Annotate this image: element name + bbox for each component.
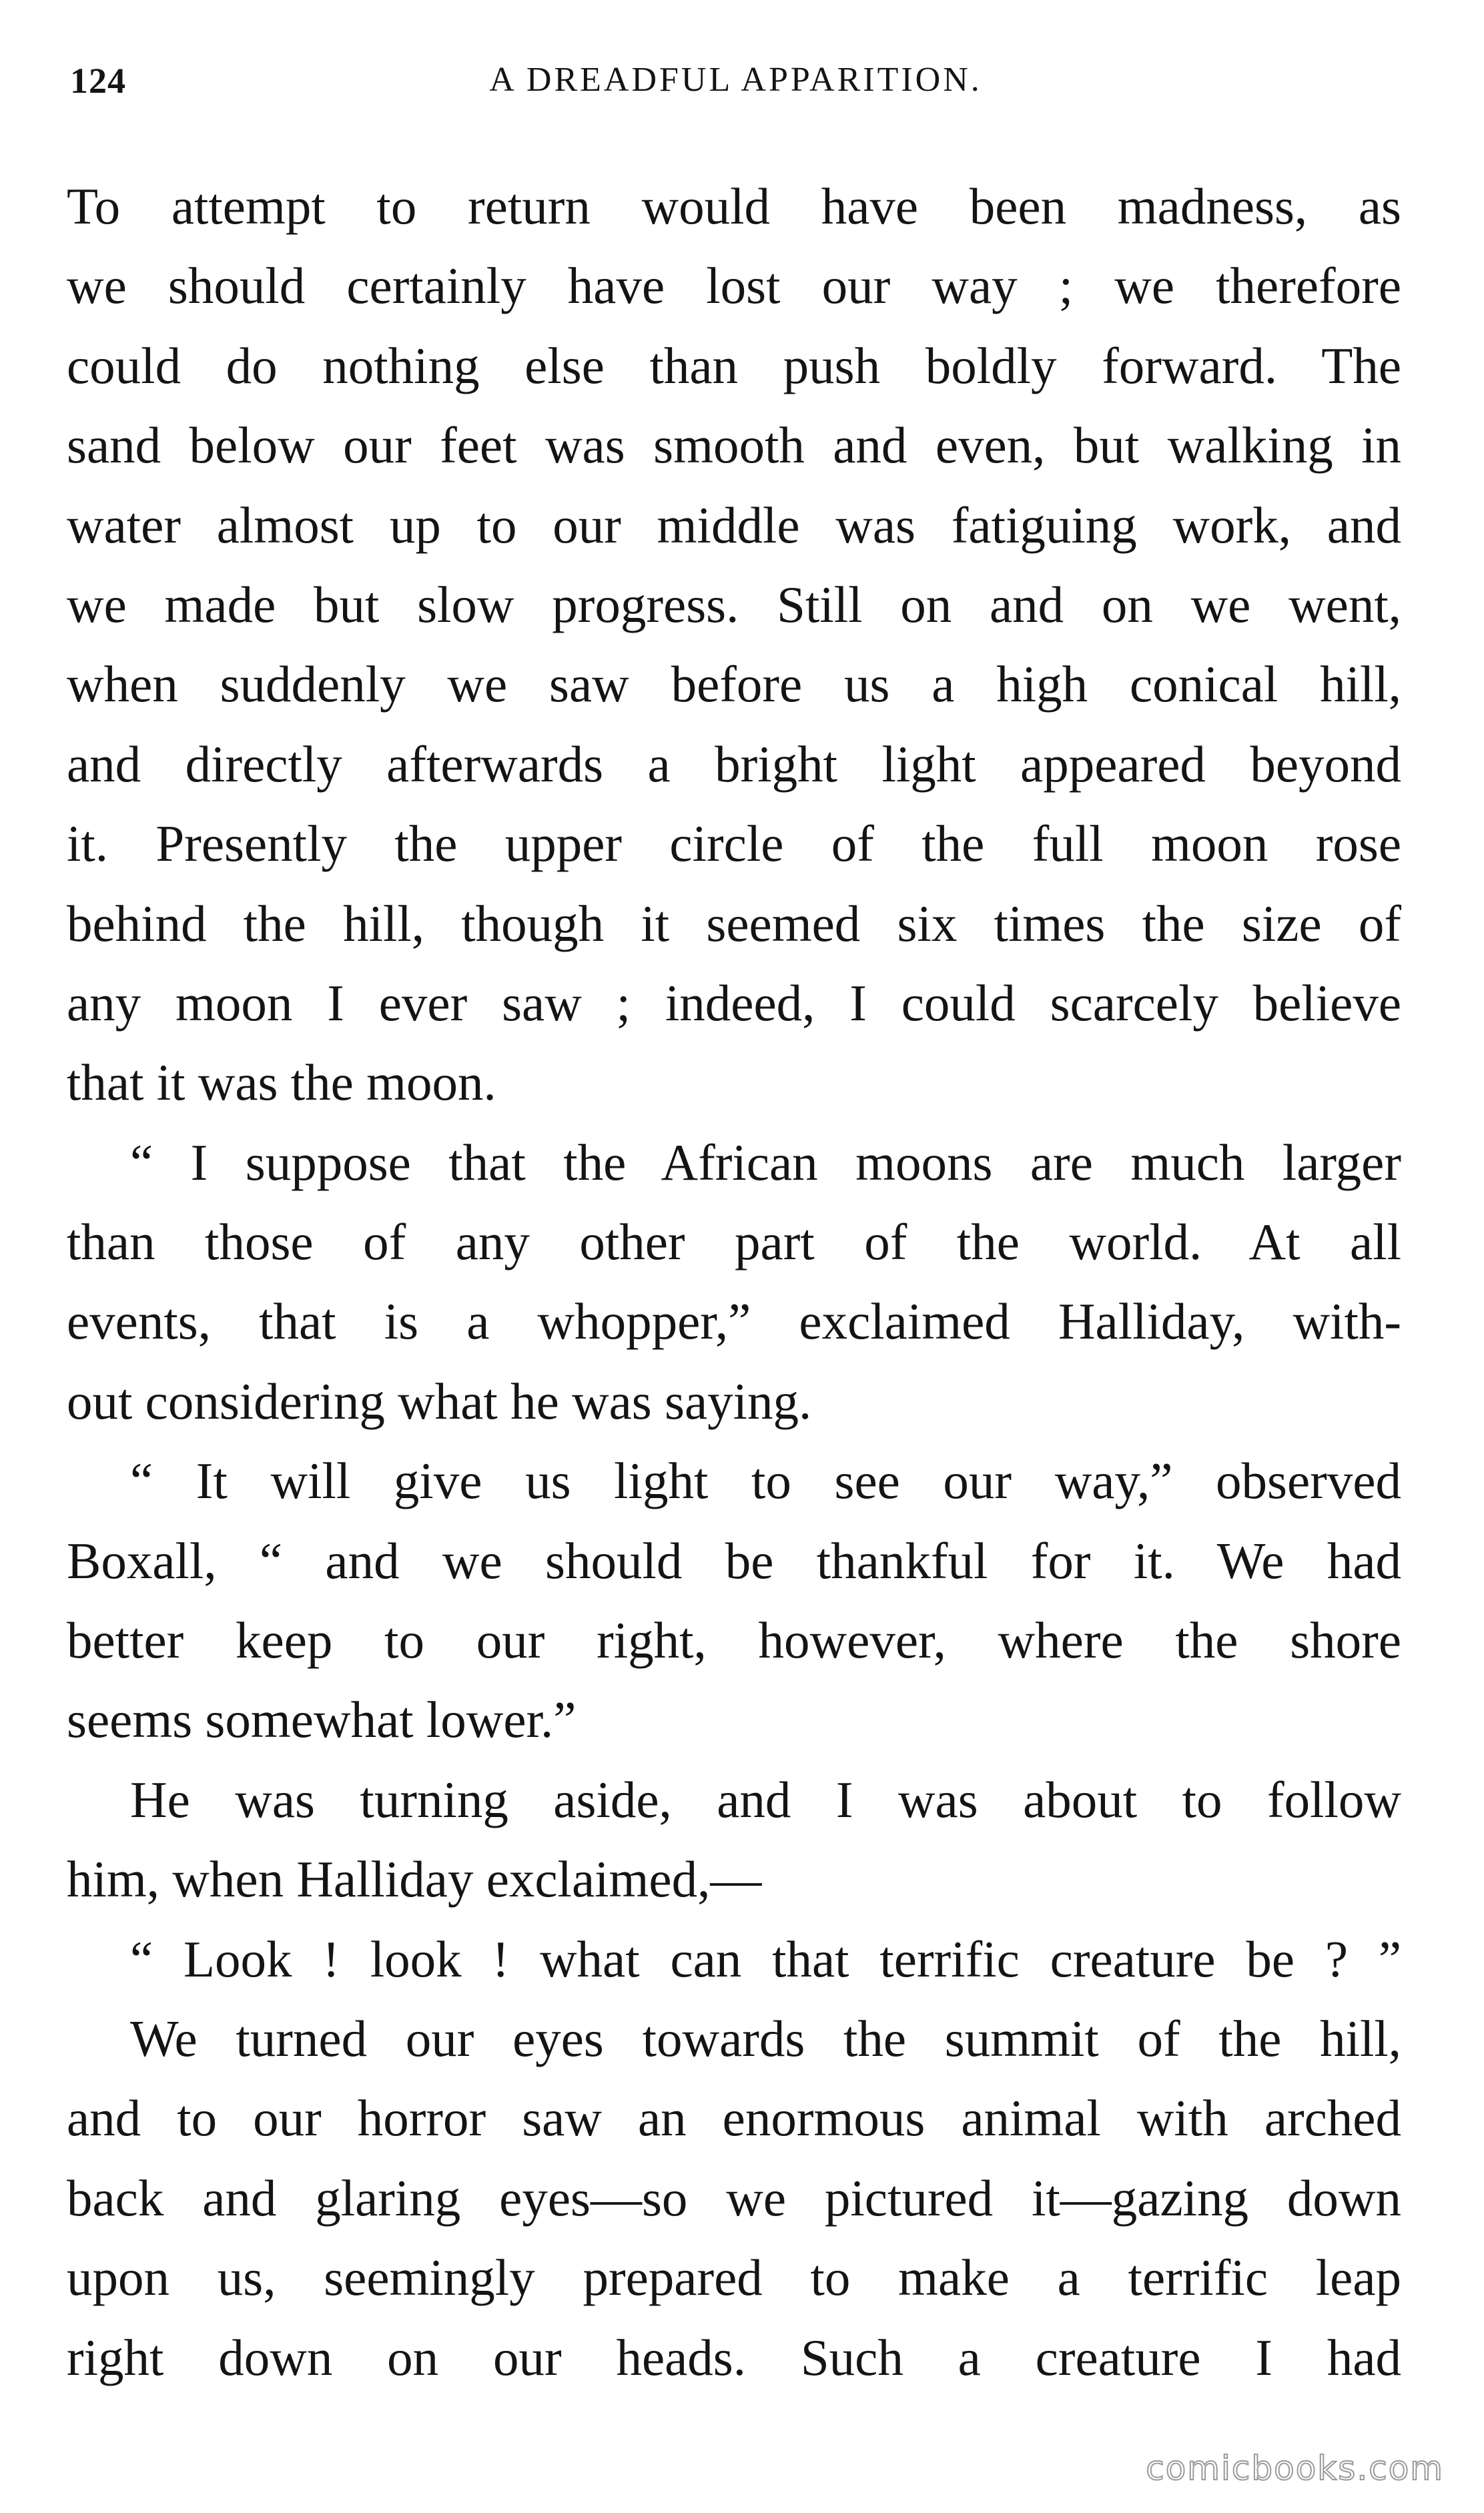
text-line: him, when Halliday exclaimed,—: [67, 1850, 762, 1908]
page-number: 124: [70, 61, 126, 101]
text-line: than those of any other part of the world. At all: [67, 1213, 1401, 1271]
running-head: A DREADFUL APPARITION.: [489, 61, 982, 99]
text-line: it. Presently the upper circle of the full moon rose: [67, 815, 1401, 873]
text-line: Boxall, “ and we should be thankful for it. We had: [67, 1531, 1401, 1589]
text-line: better keep to our right, however, where the shore: [67, 1611, 1401, 1670]
text-line: To attempt to return would have been madness, as: [67, 177, 1401, 235]
text-line: that it was the moon.: [67, 1054, 496, 1112]
text-line: upon us, seemingly prepared to make a terrific leap: [67, 2249, 1401, 2307]
text-line: and directly afterwards a bright light appeared beyond: [67, 735, 1401, 793]
text-line: out considering what he was saying.: [67, 1372, 812, 1430]
text-line: right down on our heads. Such a creature I had: [67, 2328, 1401, 2386]
text-line: any moon I ever saw ; indeed, I could scarcely believe: [67, 974, 1401, 1032]
text-line: we made but slow progress. Still on and on we went,: [67, 575, 1401, 633]
text-line: “ Look ! look ! what can that terrific creature be ? ”: [130, 1930, 1401, 1988]
text-line: “ It will give us light to see our way,” observed: [130, 1452, 1401, 1510]
text-line: sand below our feet was smooth and even, but walking in: [67, 416, 1401, 474]
text-line: We turned our eyes towards the summit of the hill,: [130, 2009, 1401, 2067]
text-line: water almost up to our middle was fatiguing work, and: [67, 496, 1401, 554]
text-line: “ I suppose that the African moons are much larger: [130, 1133, 1401, 1191]
text-line: seems somewhat lower.”: [67, 1691, 577, 1749]
text-line: could do nothing else than push boldly forward. The: [67, 336, 1401, 394]
text-line: we should certainly have lost our way ; we therefore: [67, 257, 1401, 315]
text-line: back and glaring eyes—so we pictured it—gazing down: [67, 2169, 1401, 2227]
text-line: events, that is a whopper,” exclaimed Halliday, with-: [67, 1293, 1401, 1351]
body-text: [67, 167, 1401, 2398]
page-header: [70, 60, 1401, 107]
text-line: He was turning aside, and I was about to follow: [130, 1770, 1401, 1828]
text-line: when suddenly we saw before us a high conical hill,: [67, 655, 1401, 713]
text-line: and to our horror saw an enormous animal with arched: [67, 2089, 1401, 2147]
watermark: comicbooks.com: [1146, 2449, 1444, 2488]
text-line: behind the hill, though it seemed six times the size of: [67, 894, 1401, 952]
